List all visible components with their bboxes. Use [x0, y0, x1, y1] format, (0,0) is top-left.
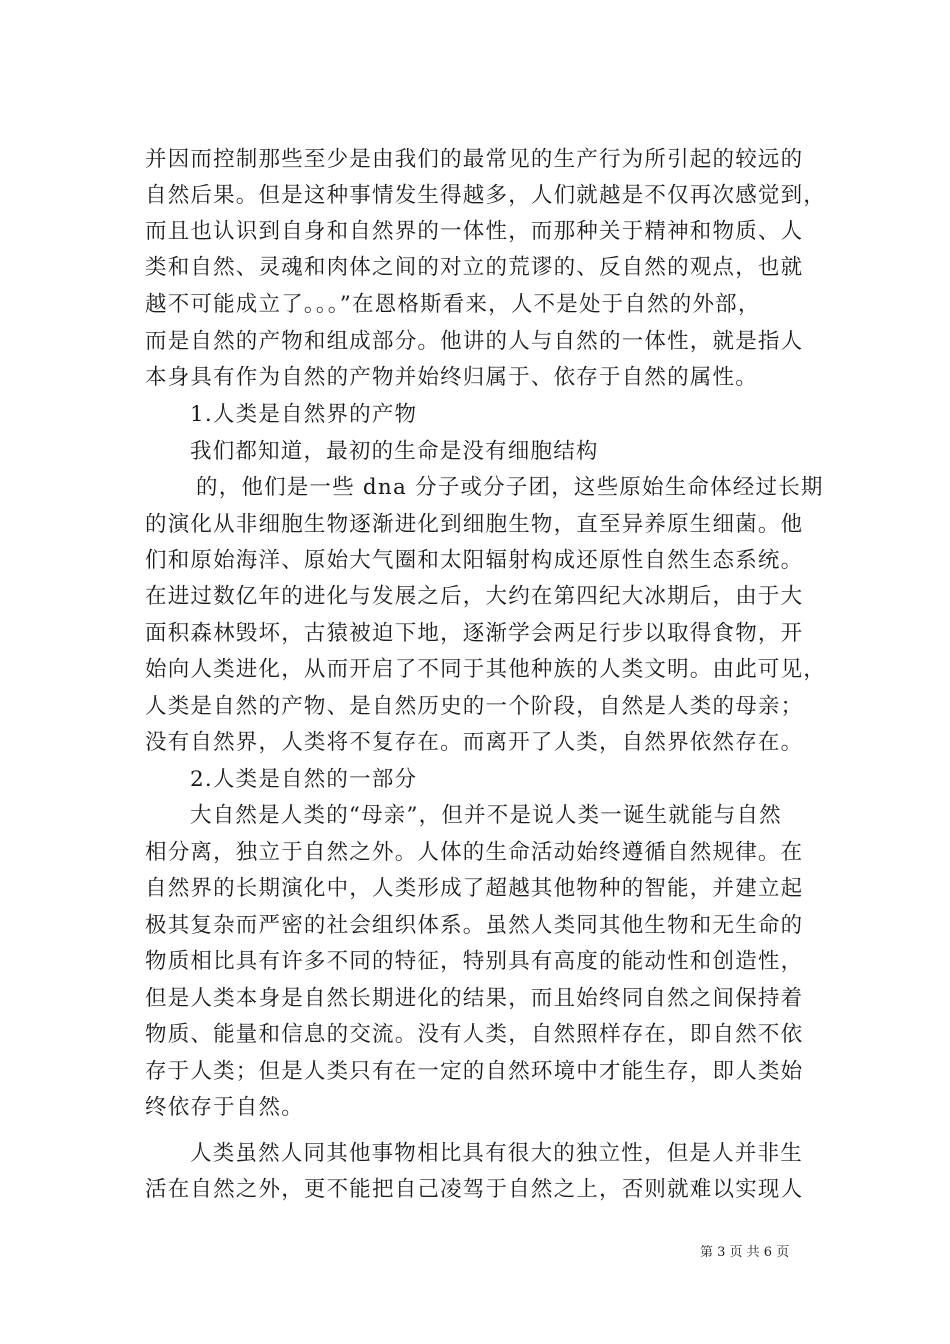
text-line: 相分离，独立于自然之外。人体的生命活动始终遵循自然规律。在 — [145, 839, 804, 865]
text-line: 在进过数亿年的进化与发展之后，大约在第四纪大冰期后，由于大 — [145, 583, 804, 609]
text-line: 存于人类；但是人类只有在一定的自然环境中才能生存，即人类始 — [145, 1058, 804, 1084]
text-line: 始向人类进化，从而开启了不同于其他种族的人类文明。由此可见， — [145, 656, 827, 682]
section-heading: 2.人类是自然的一部分 — [190, 766, 418, 792]
text-line: 人类是自然的产物、是自然历史的一个阶段，自然是人类的母亲； — [145, 693, 804, 719]
text-line: 的，他们是一些 dna 分子或分子团，这些原始生命体经过长期 — [196, 474, 824, 500]
text-line: 终依存于自然。 — [145, 1094, 304, 1120]
text-line: 活在自然之外，更不能把自己凌驾于自然之上，否则就难以实现人 — [145, 1176, 804, 1202]
page-number-footer: 第 3 页 共 6 页 — [700, 1245, 790, 1260]
text-line: 物质相比具有许多不同的特征，特别具有高度的能动性和创造性， — [145, 948, 804, 974]
text-line: 自然后果。但是这种事情发生得越多，人们就越是不仅再次感觉到， — [145, 182, 827, 208]
text-line: 而且也认识到自身和自然界的一体性，而那种关于精神和物质、人 — [145, 218, 804, 244]
section-heading: 1.人类是自然界的产物 — [190, 401, 418, 427]
text-line: 但是人类本身是自然长期进化的结果，而且始终同自然之间保持着 — [145, 985, 804, 1011]
text-line: 并因而控制那些至少是由我们的最常见的生产行为所引起的较远的 — [145, 146, 804, 172]
text-line: 没有自然界，人类将不复存在。而离开了人类，自然界依然存在。 — [145, 729, 804, 755]
text-line: 自然界的长期演化中，人类形成了超越其他物种的智能，并建立起 — [145, 875, 804, 901]
text-line: 大自然是人类的“母亲”，但并不是说人类一诞生就能与自然 — [190, 802, 782, 828]
text-line: 而是自然的产物和组成部分。他讲的人与自然的一体性，就是指人 — [145, 328, 804, 354]
text-line: 类和自然、灵魂和肉体之间的对立的荒谬的、反自然的观点，也就 — [145, 254, 804, 280]
text-line: 的演化从非细胞生物逐渐进化到细胞生物，直至异养原生细菌。他 — [145, 511, 804, 537]
text-line: 我们都知道，最初的生命是没有细胞结构 — [190, 438, 599, 464]
text-line: 物质、能量和信息的交流。没有人类，自然照样存在，即自然不依 — [145, 1021, 804, 1047]
text-line: 们和原始海洋、原始大气圈和太阳辐射构成还原性自然生态系统。 — [145, 547, 804, 573]
text-line: 面积森林毁坏，古猿被迫下地，逐渐学会两足行步以取得食物，开 — [145, 620, 804, 646]
text-line: 人类虽然人同其他事物相比具有很大的独立性，但是人并非生 — [190, 1140, 803, 1166]
text-line: 越不可能成立了。。。”在恩格斯看来，人不是处于自然的外部， — [145, 291, 761, 317]
text-line: 极其复杂而严密的社会组织体系。虽然人类同其他生物和无生命的 — [145, 912, 804, 938]
text-line: 本身具有作为自然的产物并始终归属于、依存于自然的属性。 — [145, 364, 758, 390]
